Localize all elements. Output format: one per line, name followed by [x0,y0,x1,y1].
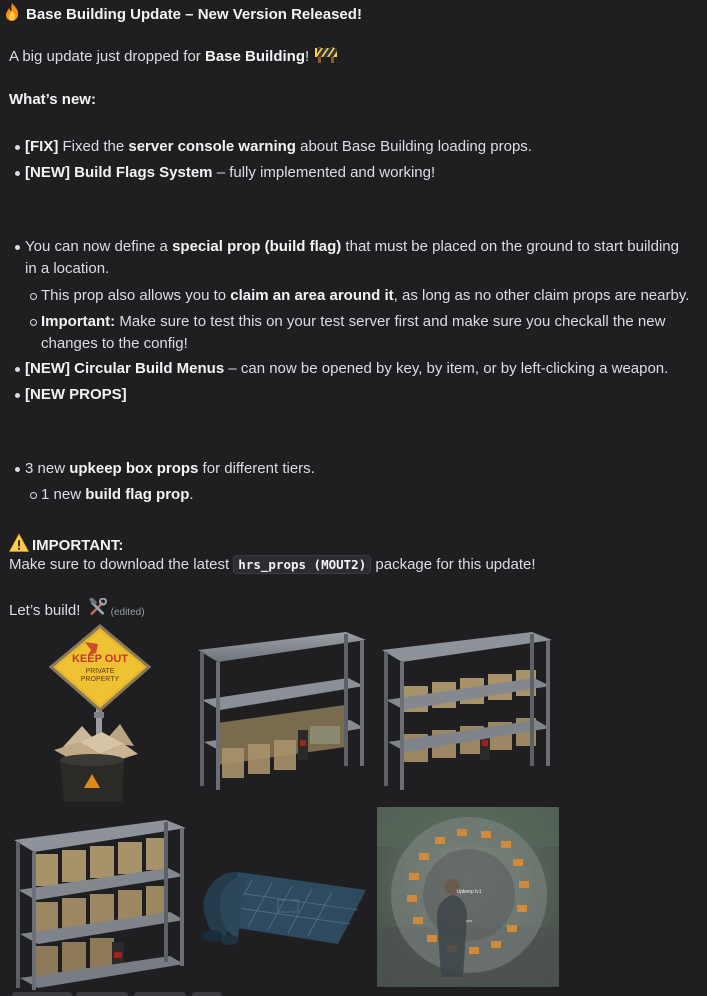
important-bold: Important: [41,313,116,330]
claim-text: This prop also allows you to [41,287,231,304]
upkeep-bold: upkeep box props [69,460,199,477]
claim-bold: claim an area around it [230,287,394,304]
bullet [15,393,20,398]
bullet [15,171,20,176]
attachment-build-menu-screenshot[interactable] [377,807,559,987]
sub-bullet [30,319,37,326]
attachment-thumbnail-partial[interactable] [76,992,128,996]
list-item [25,359,668,379]
fix-bold: server console warning [128,138,296,155]
sign-text-private: PRIVATE [85,668,115,675]
attachment-thumbnail-partial[interactable] [192,992,222,996]
upkeep-text-end: for different tiers. [198,460,315,477]
fix-tag: [FIX] [25,138,59,155]
construction-icon [315,44,337,64]
sign-text-keep-out: KEEP OUT [71,653,129,665]
define-text-end: that must be placed on the ground to start building [341,238,679,255]
edited-label[interactable]: (edited) [110,607,145,618]
attachment-thumbnail-partial[interactable] [12,992,72,996]
attachment-shelf-image-1[interactable] [196,630,368,790]
hammer-wrench-icon [87,598,107,618]
list-item [25,237,679,279]
important-heading: IMPORTANT: [32,537,124,554]
fire-icon [2,2,22,22]
sub-list-item [41,286,689,306]
flags-text: – fully implemented and working! [212,164,436,181]
bullet [15,467,20,472]
attachment-shelf-image-3[interactable] [12,818,190,990]
bullet [15,245,20,250]
attachment-sign-image[interactable] [20,620,180,810]
define-text: You can now define a [25,238,173,255]
warning-icon [9,533,29,553]
define-bold: special prop (build flag) [172,238,342,255]
list-item [25,459,315,479]
upkeep-text: 3 new [25,460,70,477]
sub-bullet [30,293,37,300]
sub-list-item [41,312,665,354]
download-text: Make sure to download the latest [9,556,234,573]
attachment-thumbnail-partial[interactable] [134,992,186,996]
important-heading-line [9,533,123,556]
important-text-wrap: changes to the config! [41,335,188,352]
menu-center-label: Upkeep lv1 [456,889,482,895]
define-text-wrap: in a location. [25,260,110,277]
menu-center-sub: yes [465,918,473,923]
list-item [25,385,127,405]
attachment-shelf-image-2[interactable] [380,630,556,790]
sub-list-item [41,485,194,505]
flags-tag: [NEW] Build Flags System [25,164,213,181]
bullet [15,367,20,372]
intro-prefix: A big update just dropped for [9,48,205,65]
package-code: hrs_props (MOUT2) [233,555,371,574]
intro-bold: Base Building [204,48,305,65]
props-tag: [NEW PROPS] [25,386,127,403]
list-item [25,137,532,157]
list-item [25,163,435,183]
intro-line [9,44,341,67]
fix-text-end: about Base Building loading props. [295,138,532,155]
outro-text: Let’s build! [9,602,81,619]
flagprop-bold: build flag prop [85,486,190,503]
download-line [9,555,536,575]
sub-bullet [30,492,37,499]
sign-text-property: PROPERTY [80,676,120,683]
menus-text: – can now be opened by key, by item, or by left-clicking a weapon. [224,360,669,377]
whats-new-heading [9,90,96,110]
important-text: Make sure to test this on your test server first and make sure you checkall the new [115,313,666,330]
flagprop-text-end: . [189,486,194,503]
attachment-blueprint-image[interactable] [198,862,370,950]
whats-new-text: What’s new: [9,91,96,108]
message-title-line [9,2,362,25]
flagprop-text: 1 new [41,486,86,503]
claim-text-end: , as long as no other claim props are nearby. [393,287,690,304]
message-title: Base Building Update – New Version Released! [26,6,362,23]
download-text-end: package for this update! [371,556,536,573]
menus-tag: [NEW] Circular Build Menus [25,360,225,377]
bullet [15,145,20,150]
fix-text: Fixed the [58,138,129,155]
intro-suffix: ! [305,48,310,65]
